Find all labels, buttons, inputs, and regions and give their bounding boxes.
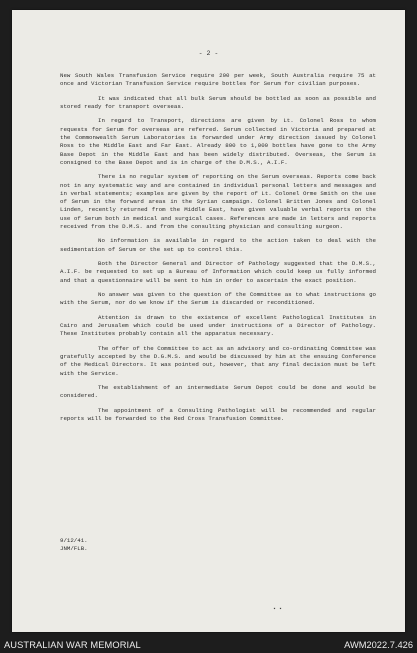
- page-number: - 2 -: [198, 50, 219, 57]
- document-date: 9/12/41.: [60, 537, 88, 544]
- paragraph: In regard to Transport, directions are given by Lt. Colonel Ross to whom requests for Serum for overseas are referred. Serum collected in Victoria and prepared at the Commonwealth Serum Laboratories is forwarded under Army direction issued by Colonel Ross to the Middle East and Far East. Already 800 to 1,000 bottles have gone to the Army Base Depot in the Middle East and has been widely distributed. Overseas, the Serum is consigned to the Base Depot and is in charge of the D.M.S., A.I.F.: [60, 117, 376, 166]
- document-reference: [60, 537, 88, 554]
- paragraph: It was indicated that all bulk Serum should be bottled as soon as possible and stored ready for transport overseas.: [60, 94, 376, 110]
- typist-reference: JNM/FLB.: [60, 545, 88, 553]
- paragraph: No information is available in regard to the action taken to deal with the sedimentation of Serum or the set up to control this.: [60, 237, 376, 253]
- archive-footer: [0, 637, 417, 653]
- paragraph: Attention is drawn to the existence of excellent Pathological Institutes in Cairo and Jerusalem which could be used under instructions of a Director of Pathology. These Institutes probably contain all the apparatus necessary.: [60, 313, 376, 338]
- paragraph: The appointment of a Consulting Pathologist will be recommended and regular reports will be forwarded to the Red Cross Transfusion Committee.: [60, 406, 376, 423]
- paragraph: The establishment of an intermediate Serum Depot could be done and would be considered.: [60, 384, 376, 400]
- paragraph: There is no regular system of reporting on the Serum overseas. Reports come back not in any systematic way and are contained in individual personal letters and messages and in verbal statements; examples are given by the report of Lt. Colonel Orme Smith on the use of Serum in the forward areas in the Syrian campaign. Colonel Britten Jones and Colonel Linden, recently returned from the Middle East, have given valuable verbal reports on the use of Serum both in medical and surgical cases. References are made in letters and reports received from the D.M.S. and from the consulting physician and consulting surgeon.: [60, 173, 376, 231]
- archive-name: AUSTRALIAN WAR MEMORIAL: [4, 640, 141, 650]
- paragraph: No answer was given to the question of the Committee as to what instructions go with the Serum, nor do we know if the Serum is discarded or reconditioned.: [60, 291, 376, 307]
- paper-mark: ▪ ▪: [273, 606, 283, 612]
- document-body: [60, 72, 376, 429]
- paragraph: The offer of the Committee to act as an advisory and co-ordinating Committee was gratefully accepted by the D.G.M.S. and would be discussed by him at the ensuing Conference of the Medical Directors. It was pointed out, however, that any final decision must be left with the Service.: [60, 344, 376, 377]
- archive-id: AWM2022.7.426: [344, 640, 413, 650]
- document-page: [12, 10, 405, 632]
- paragraph: Both the Director General and Director of Pathology suggested that the D.M.S., A.I.F. be requested to set up a Bureau of Information which could keep us fully informed and that a questionnaire will be sent to him in order to ascertain the exact position.: [60, 260, 376, 284]
- paragraph: New South Wales Transfusion Service require 200 per week, South Australia require 75 at once and Victorian Transfusion Service require bottles for Serum for civilian purposes.: [60, 72, 376, 88]
